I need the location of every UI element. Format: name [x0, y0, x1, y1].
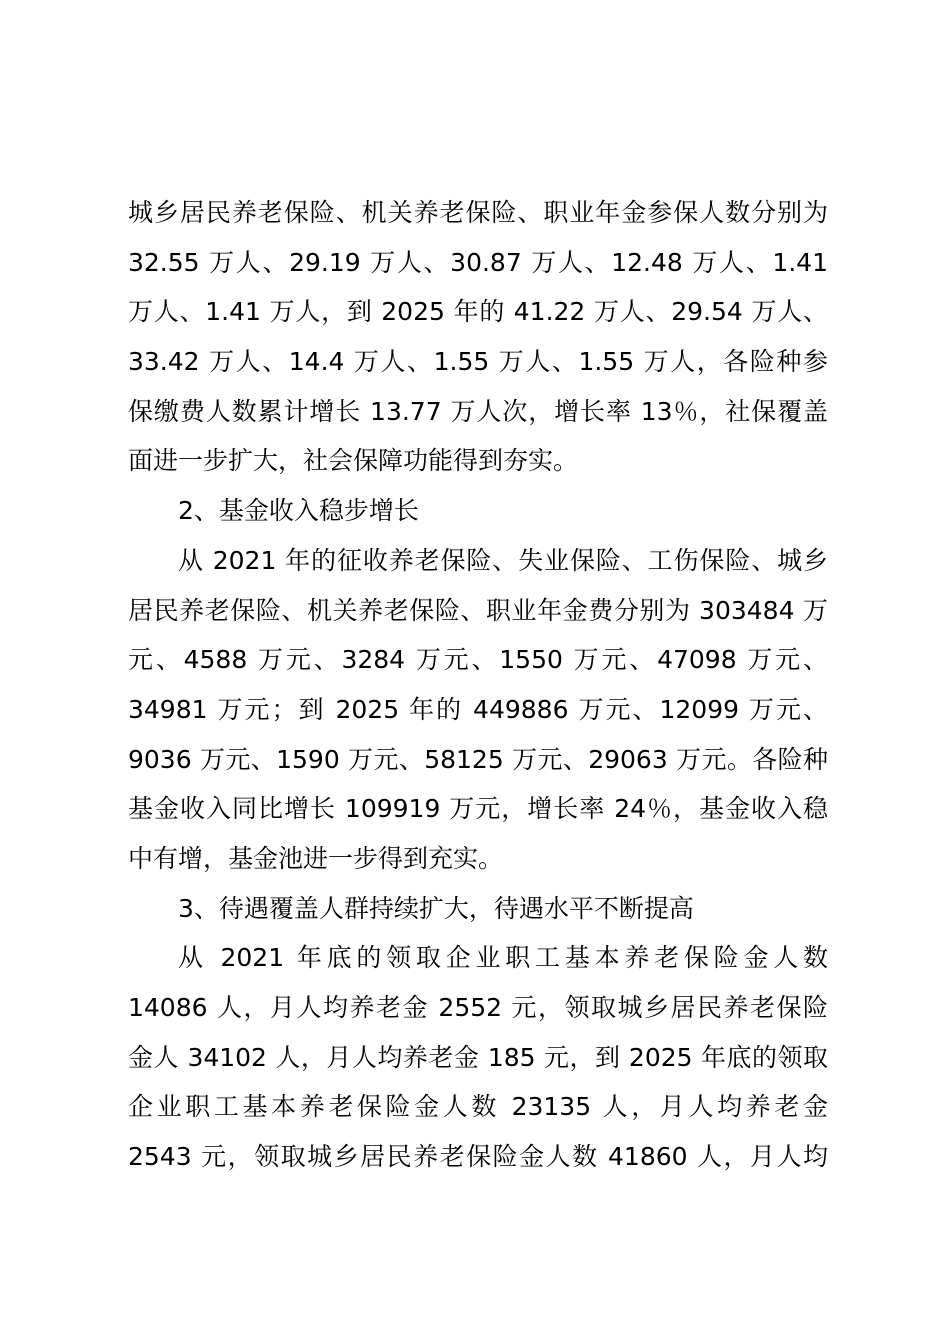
text-line: 元、4588 万元、3284 万元、1550 万元、47098 万元、: [128, 645, 828, 675]
text-line: 33.42 万人、14.4 万人、1.55 万人、1.55 万人，各险种参: [128, 347, 828, 377]
section-heading-benefits: 3、待遇覆盖人群持续扩大，待遇水平不断提高: [178, 893, 694, 923]
text-line: 万人、1.41 万人，到 2025 年的 41.22 万人、29.54 万人、: [128, 297, 828, 327]
text-line: 2543 元，领取城乡居民养老保险金人数 41860 人，月人均: [128, 1142, 828, 1172]
text-line: 居民养老保险、机关养老保险、职业年金费分别为 303484 万: [128, 595, 828, 625]
text-line: 9036 万元、1590 万元、58125 万元、29063 万元。各险种: [128, 744, 828, 774]
text-line: 基金收入同比增长 109919 万元，增长率 24％，基金收入稳: [128, 794, 828, 824]
text-line: 面进一步扩大，社会保障功能得到夯实。: [128, 446, 579, 476]
text-line: 金人 34102 人，月人均养老金 185 元，到 2025 年底的领取: [128, 1042, 828, 1072]
text-line: 保缴费人数累计增长 13.77 万人次，增长率 13％，社保覆盖: [128, 396, 828, 426]
text-line: 城乡居民养老保险、机关养老保险、职业年金参保人数分别为: [128, 198, 828, 227]
text-line: 34981 万元；到 2025 年的 449886 万元、12099 万元、: [128, 694, 828, 724]
document-body: [128, 188, 828, 1182]
text-line: 从 2021 年底的领取企业职工基本养老保险金人数: [178, 943, 828, 973]
text-line: 14086 人，月人均养老金 2552 元，领取城乡居民养老保险: [128, 993, 828, 1022]
text-line: 中有增，基金池进一步得到充实。: [128, 843, 504, 873]
section-heading-fund-income: 2、基金收入稳步增长: [178, 496, 419, 526]
text-line: 32.55 万人、29.19 万人、30.87 万人、12.48 万人、1.41: [128, 247, 828, 277]
text-line: 从 2021 年的征收养老保险、失业保险、工伤保险、城乡: [178, 545, 828, 575]
paragraph-fund-income: [128, 536, 828, 884]
paragraph-participants: [128, 188, 828, 486]
paragraph-benefits: [128, 933, 828, 1181]
text-line: 企业职工基本养老保险金人数 23135 人，月人均养老金: [128, 1092, 828, 1122]
